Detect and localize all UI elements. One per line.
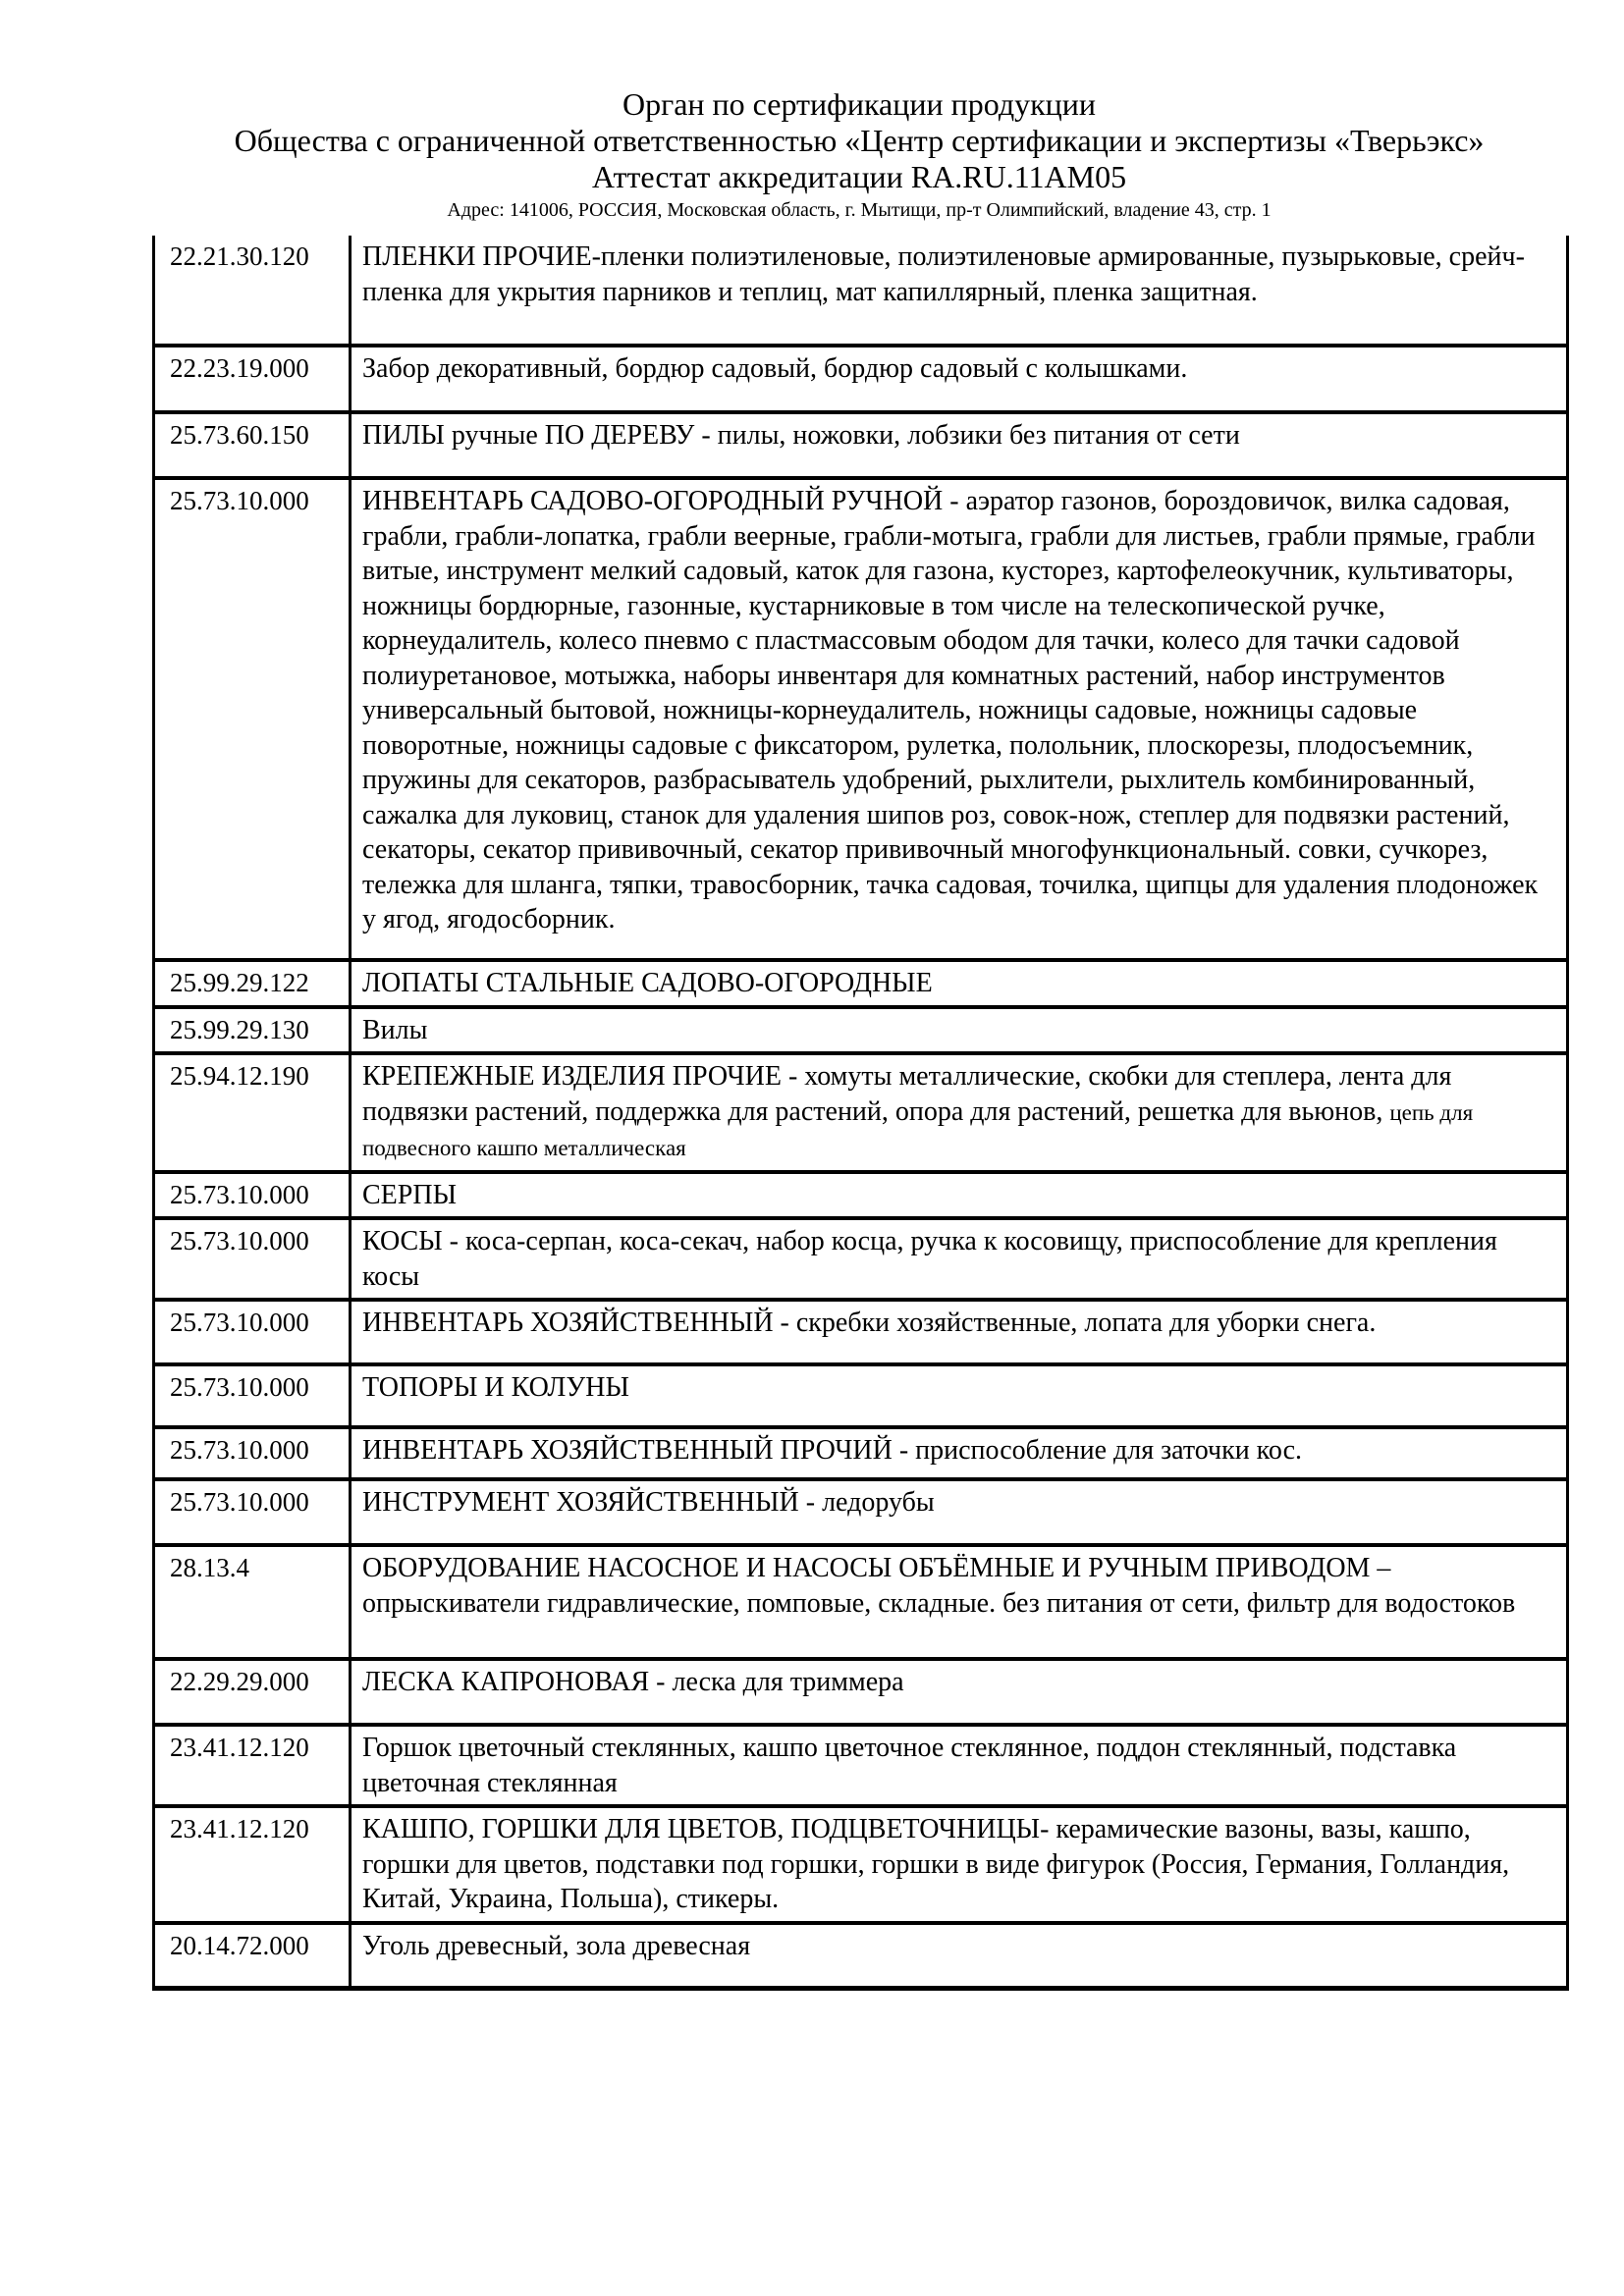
product-description-cell (351, 412, 1568, 478)
product-description-cell (351, 236, 1568, 346)
table-row (154, 1172, 1568, 1219)
products-table-body (154, 236, 1568, 1989)
table-row (154, 412, 1568, 478)
product-description-text: ТОПОРЫ И КОЛУНЫ (362, 1372, 629, 1403)
product-code-cell: 25.73.10.000 (154, 1300, 351, 1364)
product-description-cell (351, 478, 1568, 960)
product-description-cell (351, 1923, 1568, 1989)
table-row (154, 1725, 1568, 1806)
product-description-cell (351, 1053, 1568, 1172)
product-description-text: ИНВЕНТАРЬ ХОЗЯЙСТВЕННЫЙ - скребки хозяйственные, лопата для уборки снега. (362, 1308, 1377, 1338)
table-row (154, 1923, 1568, 1989)
table-row (154, 1479, 1568, 1545)
product-description-cell (351, 1300, 1568, 1364)
table-row (154, 1545, 1568, 1659)
product-code-cell: 25.99.29.122 (154, 960, 351, 1007)
product-code-cell: 25.73.10.000 (154, 1218, 351, 1300)
document-header (152, 86, 1566, 224)
product-code-cell: 25.73.10.000 (154, 478, 351, 960)
product-code-cell: 20.14.72.000 (154, 1923, 351, 1989)
product-code-cell: 22.21.30.120 (154, 236, 351, 346)
product-description-cell (351, 1806, 1568, 1923)
product-description-cell (351, 1479, 1568, 1545)
product-description-cell (351, 1427, 1568, 1479)
product-description-text: ИНВЕНТАРЬ САДОВО-ОГОРОДНЫЙ РУЧНОЙ - аэратор газонов, бороздовичок, вилка садовая, грабли, грабли-лопатка, грабли веерные, грабли-мотыга, грабли для листьев, грабли прямые, грабли витые, инструмент мелкий садовый, каток для газона, кусторез, картофелеокучник, культиваторы, ножницы бордюрные, газонные, кустарниковые в том числе на телескопической ручке, корнеудалитель, колесо пневмо с пластмассовым ободом для тачки, колесо для тачки садовой полиуретановое, мотыжка, наборы инвентаря для комнатных растений, набор инструментов универсальный бытовой, ножницы-корнеудалитель, ножницы садовые, ножницы садовые поворотные, ножницы садовые с фиксатором, рулетка, полольник, плоскорезы, плодосъемник, пружины для секаторов, разбрасыватель удобрений, рыхлители, рыхлитель комбинированный, сажалка для луковиц, станок для удаления шипов роз, совок-нож, степлер для подвязки растений, секаторы, секатор прививочный, секатор прививочный многофункциональный. совки, сучкорез, тележка для шланга, тяпки, травосборник, тачка садовая, точилка, щипцы для удаления плодоножек у ягод, ягодосборник. (362, 486, 1539, 934)
product-description-cell (351, 1659, 1568, 1725)
product-description-cell (351, 1172, 1568, 1219)
product-description-small-text: цепь для подвесного кашпо металлическая (362, 1099, 1474, 1160)
table-row (154, 1007, 1568, 1054)
table-row (154, 236, 1568, 346)
product-description-cell (351, 1364, 1568, 1427)
product-code-cell: 23.41.12.120 (154, 1725, 351, 1806)
table-row (154, 1364, 1568, 1427)
product-description-text: ЛОПАТЫ СТАЛЬНЫЕ САДОВО-ОГОРОДНЫЕ (362, 968, 933, 998)
product-description-text: ПЛЕНКИ ПРОЧИЕ-пленки полиэтиленовые, полиэтиленовые армированные, пузырьковые, срейч-пленка для укрытия парников и теплиц, мат капиллярный, пленка защитная. (362, 241, 1525, 307)
product-description-cell (351, 960, 1568, 1007)
product-description-text: Уголь древесный, зола древесная (362, 1930, 751, 1961)
product-description-text: ЛЕСКА КАПРОНОВАЯ - леска для триммера (362, 1667, 904, 1697)
product-description-cell (351, 1545, 1568, 1659)
table-row (154, 1806, 1568, 1923)
table-row (154, 1218, 1568, 1300)
product-description-text: ИНСТРУМЕНТ ХОЗЯЙСТВЕННЫЙ - ледорубы (362, 1487, 935, 1518)
table-row (154, 1300, 1568, 1364)
product-code-cell: 23.41.12.120 (154, 1806, 351, 1923)
header-org-title: Орган по сертификации продукции (622, 86, 1097, 122)
product-description-text: КОСЫ - коса-серпан, коса-секач, набор косца, ручка к косовищу, приспособление для крепления косы (362, 1226, 1497, 1292)
product-description-text: ПИЛЫ ручные ПО ДЕРЕВУ - пилы, ножовки, лобзики без питания от сети (362, 420, 1240, 451)
product-code-cell: 22.29.29.000 (154, 1659, 351, 1725)
product-description-text: СЕРПЫ (362, 1179, 457, 1210)
product-code-cell: 25.73.10.000 (154, 1427, 351, 1479)
product-code-cell: 25.73.10.000 (154, 1172, 351, 1219)
product-code-cell: 25.94.12.190 (154, 1053, 351, 1172)
table-row (154, 346, 1568, 412)
product-code-cell: 22.23.19.000 (154, 346, 351, 412)
product-description-cell (351, 346, 1568, 412)
header-address: Адрес: 141006, РОССИЯ, Московская область, г. Мытищи, пр-т Олимпийский, владение 43, стр. 1 (447, 199, 1272, 221)
product-description-text: Вилы (362, 1014, 428, 1045)
product-code-cell: 28.13.4 (154, 1545, 351, 1659)
product-description-cell (351, 1725, 1568, 1806)
header-company-name: Общества с ограниченной ответственностью «Центр сертификации и экспертизы «Тверьэкс» (234, 123, 1485, 158)
product-code-cell: 25.99.29.130 (154, 1007, 351, 1054)
table-row (154, 1427, 1568, 1479)
table-row (154, 1659, 1568, 1725)
product-description-cell (351, 1007, 1568, 1054)
product-description-text: КРЕПЕЖНЫЕ ИЗДЕЛИЯ ПРОЧИЕ - хомуты металлические, скобки для степлера, лента для подвязки растений, поддержка для растений, опора для растений, решетка для вьюнов, (362, 1061, 1452, 1127)
product-description-text: ИНВЕНТАРЬ ХОЗЯЙСТВЕННЫЙ ПРОЧИЙ - приспособление для заточки кос. (362, 1435, 1302, 1466)
header-accreditation: Аттестат аккредитации RA.RU.11АМ05 (591, 159, 1127, 194)
product-code-cell: 25.73.10.000 (154, 1479, 351, 1545)
product-description-text: ОБОРУДОВАНИЕ НАСОСНОЕ И НАСОСЫ ОБЪЁМНЫЕ И РУЧНЫМ ПРИВОДОМ – опрыскиватели гидравлические, помповые, складные. без питания от сети, фильтр для водостоков (362, 1553, 1516, 1619)
table-row (154, 478, 1568, 960)
product-description-text: КАШПО, ГОРШКИ ДЛЯ ЦВЕТОВ, ПОДЦВЕТОЧНИЦЫ- керамические вазоны, вазы, кашпо, горшки для цветов, подставки под горшки, горшки в виде фигурок (Россия, Германия, Голландия, Китай, Украина, Польша), стикеры. (362, 1814, 1510, 1914)
product-description-text: Забор декоративный, бордюр садовый, бордюр садовый с колышками. (362, 353, 1188, 384)
table-row (154, 1053, 1568, 1172)
table-row (154, 960, 1568, 1007)
products-table (152, 236, 1569, 1991)
product-code-cell: 25.73.10.000 (154, 1364, 351, 1427)
product-description-cell (351, 1218, 1568, 1300)
product-code-cell: 25.73.60.150 (154, 412, 351, 478)
product-description-text: Горшок цветочный стеклянных, кашпо цветочное стеклянное, поддон стеклянный, подставка цветочная стеклянная (362, 1733, 1457, 1798)
